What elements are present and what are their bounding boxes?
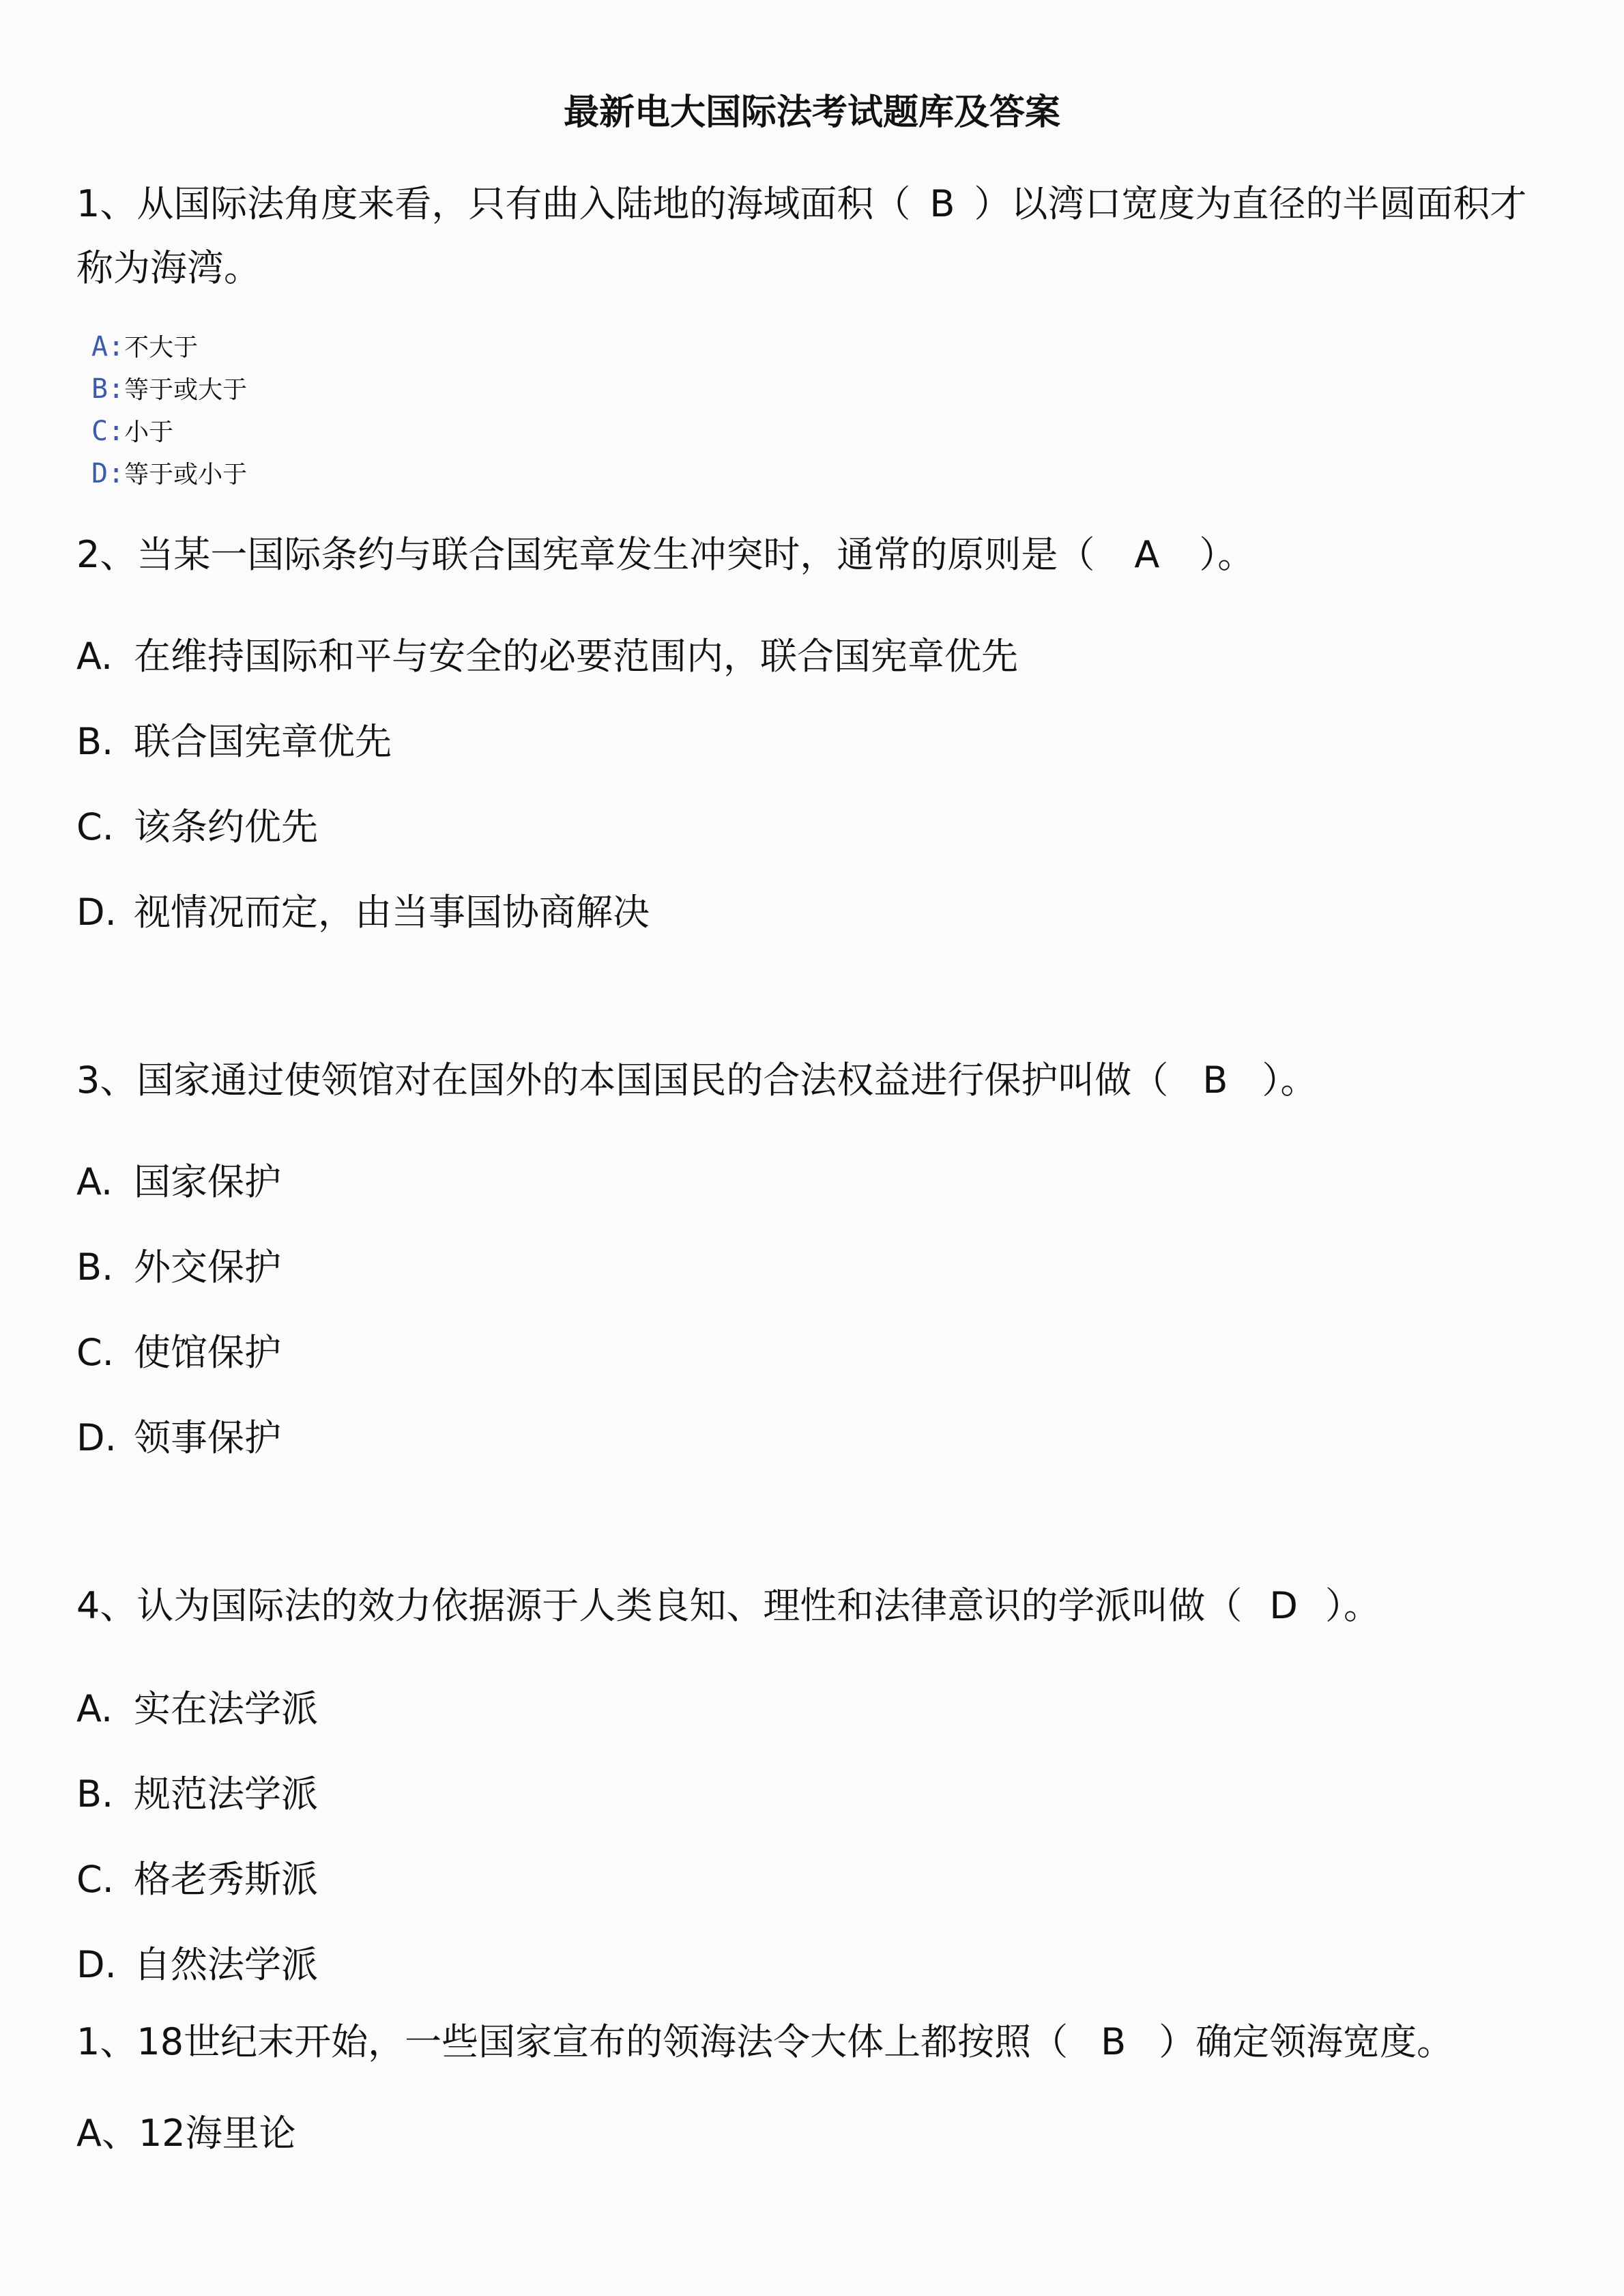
question-3-option-b: B. 外交保护: [76, 1246, 281, 1289]
question-1-answer: B: [929, 182, 955, 225]
question-4-text-before: 4、认为国际法的效力依据源于人类良知、理性和法律意识的学派叫做（: [76, 1584, 1243, 1627]
question-2-text-after: ）。: [1199, 533, 1255, 576]
question-5-text-before: 1、18世纪末开始，一些国家宣布的领海法令大体上都按照（: [76, 2020, 1069, 2063]
question-5-option-a: A、12海里论: [76, 2112, 296, 2155]
question-3-option-c: C. 使馆保护: [76, 1331, 281, 1374]
question-1-option-c: C:小于: [91, 416, 174, 447]
question-5-text-after: ）确定领海宽度。: [1159, 2020, 1454, 2063]
question-3-option-d: D. 领事保护: [76, 1416, 281, 1459]
question-4-answer: D: [1269, 1584, 1298, 1627]
question-3-answer: B: [1202, 1059, 1228, 1102]
question-2: [76, 523, 1550, 587]
question-2-text-before: 2、当某一国际条约与联合国宪章发生冲突时，通常的原则是（: [76, 533, 1095, 576]
question-1-option-b: B:等于或大于: [91, 373, 248, 405]
question-2-option-a: A. 在维持国际和平与安全的必要范围内，联合国宪章优先: [76, 635, 1018, 678]
question-4-option-c: C. 格老秀斯派: [76, 1858, 318, 1901]
question-4: [76, 1574, 1550, 1638]
question-2-option-c: C. 该条约优先: [76, 805, 318, 848]
question-1-text-before: 1、从国际法角度来看，只有曲入陆地的海域面积（: [76, 182, 911, 225]
question-4-option-b: B. 规范法学派: [76, 1773, 318, 1816]
question-1-options-image: [91, 326, 247, 496]
question-5: [76, 2010, 1550, 2074]
question-2-answer: A: [1134, 533, 1160, 576]
question-1: [76, 172, 1550, 300]
question-4-option-d: D. 自然法学派: [76, 1943, 318, 1986]
question-3-text-after: ）。: [1262, 1059, 1318, 1102]
question-3-option-a: A. 国家保护: [76, 1160, 281, 1203]
page-title: 最新电大国际法考试题库及答案: [563, 92, 1060, 133]
question-3-text-before: 3、国家通过使领馆对在国外的本国国民的合法权益进行保护叫做（: [76, 1059, 1169, 1102]
question-4-option-a: A. 实在法学派: [76, 1687, 318, 1730]
question-3: [76, 1048, 1550, 1113]
question-5-answer: B: [1101, 2020, 1127, 2063]
question-2-option-b: B. 联合国宪章优先: [76, 720, 392, 763]
question-1-option-a: A:不大于: [91, 331, 199, 362]
question-2-option-d: D. 视情况而定，由当事国协商解决: [76, 891, 650, 934]
question-4-text-after: ）。: [1324, 1584, 1380, 1627]
question-1-option-d: D:等于或小于: [91, 458, 248, 489]
question-1-text-after: ）以湾口宽度为直径的半圆面积才称为海湾。: [76, 182, 1527, 289]
